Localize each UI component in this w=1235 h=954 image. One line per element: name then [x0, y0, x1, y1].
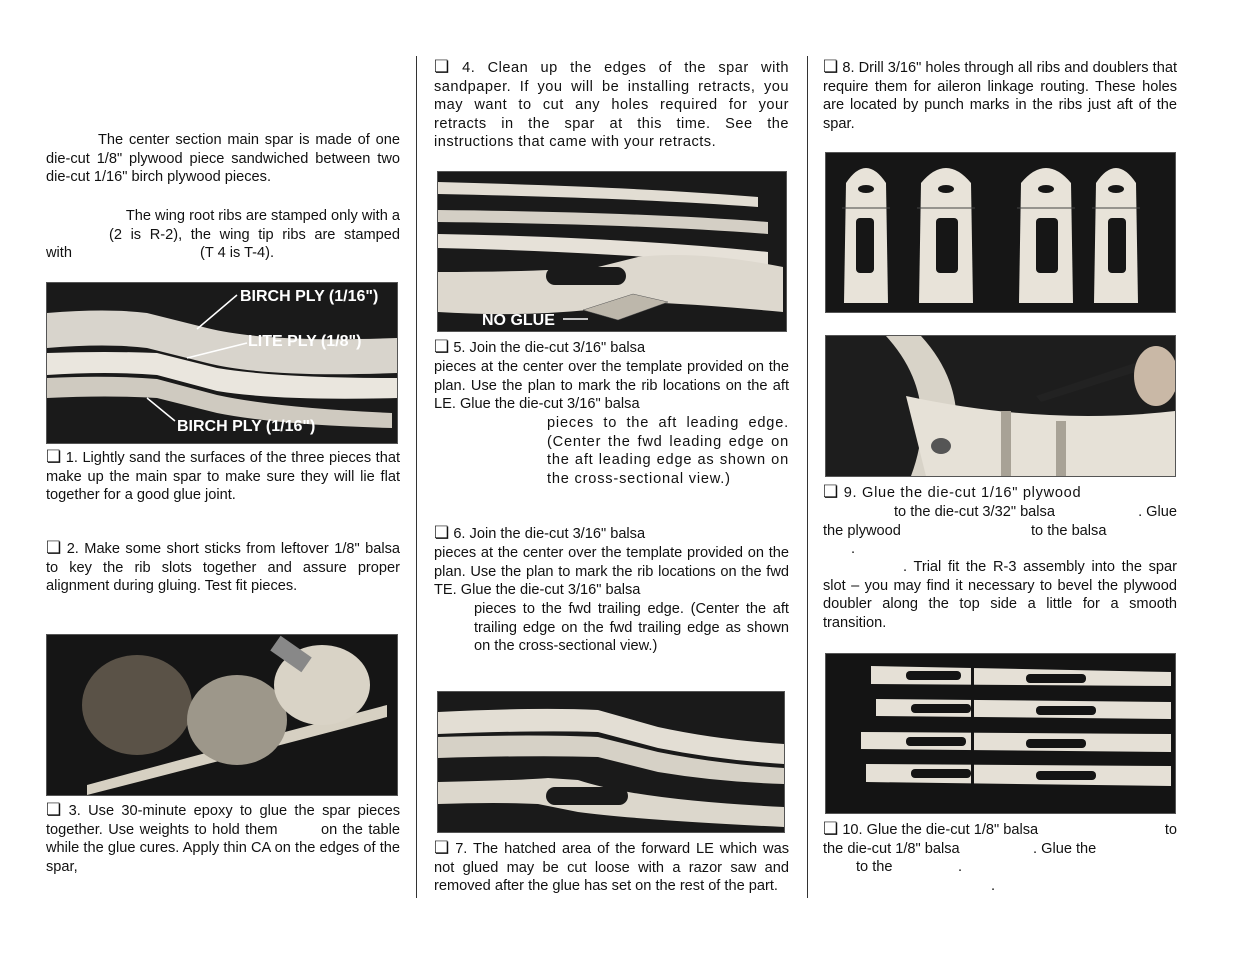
step-6-body: pieces at the center over the template provided on the plan. Use the plan to mark the rib locations on the fwd TE. Glue the die-cut 3/16" balsa [434, 545, 789, 599]
checkbox-icon[interactable]: ❏ [434, 838, 450, 857]
checkbox-icon[interactable]: ❏ [823, 819, 839, 838]
intro-paragraph: The center section main spar is made of one die-cut 1/8" plywood piece sandwiched between two die-cut 1/16" birch plywood pieces. [46, 132, 400, 186]
step-9-body: . Trial fit the R-3 assembly into the spar slot – you may find it necessary to bevel the plywood doubler along the top side a little for a smooth transition. [823, 559, 1177, 631]
leading-edge-photo [437, 171, 787, 332]
text-line: with (T 4 is T-4). [46, 245, 275, 262]
photo-label: NO GLUE [482, 312, 555, 329]
step-6-body-end: pieces to the fwd trailing edge. (Center the aft trailing edge on the fwd trailing edge as shown on the cross-sectional view.) [474, 601, 789, 655]
step-9-line-2: to the die-cut 3/32" balsa . Glue [894, 504, 1177, 520]
photo-label: LITE PLY (1/8") [248, 333, 362, 350]
column-divider [807, 56, 808, 898]
trailing-edge-photo [437, 691, 785, 833]
step-9: ❏ 9. Glue the die-cut 1/16" plywood [823, 482, 1082, 501]
checkbox-icon[interactable]: ❏ [434, 337, 450, 356]
step-5: ❏ 5. Join the die-cut 3/16" balsa [434, 337, 646, 356]
checkbox-icon[interactable]: ❏ [434, 523, 450, 542]
checkbox-icon[interactable]: ❏ [46, 800, 62, 819]
step-10-line-3: to the . [856, 859, 963, 875]
step-10: ❏ 10. Glue the die-cut 1/8" balsa to [823, 819, 1177, 838]
checkbox-icon[interactable]: ❏ [46, 447, 62, 466]
step-8: ❏ 8. Drill 3/16" holes through all ribs and doublers that require them for aileron linkage routing. These holes are located by punch marks in the ribs just aft of the spar. [823, 57, 1177, 132]
ribs-doublers-photo [825, 152, 1176, 313]
photo-label: BIRCH PLY (1/16") [177, 418, 316, 435]
checkbox-icon[interactable]: ❏ [823, 482, 839, 501]
checkbox-icon[interactable]: ❏ [46, 538, 62, 557]
rib-assembly-photo [825, 335, 1176, 477]
spar-pieces-photo [46, 282, 398, 444]
step-9-line-3: the plywood to the balsa [823, 523, 1107, 539]
step-9-line-4: . [851, 541, 856, 557]
step-10-line-4: . [991, 878, 996, 894]
step-2: ❏ 2. Make some short sticks from leftover 1/8" balsa to key the rib slots together and assure proper alignment during gluing. Test fit pieces. [46, 538, 400, 595]
ribs-pairs-photo [825, 653, 1176, 814]
step-5-body-end: pieces to the aft leading edge. (Center the fwd leading edge on the aft leading edge as shown on the cross-sectional view.) [547, 415, 789, 487]
step-1: ❏ 1. Lightly sand the surfaces of the three pieces that make up the main spar to make sure they will lie flat together for a good glue joint. [46, 447, 400, 504]
step-4: ❏ 4. Clean up the edges of the spar with sandpaper. If you will be installing retracts, you may want to cut any holes required for your retracts in the spar at this time. See the instructions that came with your retracts. [434, 57, 789, 151]
photo-label: BIRCH PLY (1/16") [240, 288, 379, 305]
text-line: (2 is R-2), the wing tip ribs are stamped [109, 226, 400, 243]
epoxy-weights-photo [46, 634, 398, 796]
checkbox-icon[interactable]: ❏ [823, 57, 839, 76]
rib-stamp-paragraph [46, 207, 400, 263]
column-divider [416, 56, 417, 898]
checkbox-icon[interactable]: ❏ [434, 57, 450, 76]
step-5-body: pieces at the center over the template provided on the plan. Use the plan to mark the rib locations on the aft LE. Glue the die-cut 3/16" balsa [434, 359, 789, 413]
step-7: ❏ 7. The hatched area of the forward LE which was not glued may be cut loose with a razor saw and removed after the glue has set on the rest of the part. [434, 838, 789, 895]
text-line: The wing root ribs are stamped only with a [125, 208, 400, 224]
step-3: ❏ 3. Use 30-minute epoxy to glue the spar pieces together. Use weights to hold them on the table while the glue cures. Apply thin CA on the edges of the spar, [46, 800, 405, 875]
step-10-line-2: the die-cut 1/8" balsa . Glue the [823, 841, 1097, 857]
step-6: ❏ 6. Join the die-cut 3/16" balsa [434, 523, 646, 542]
